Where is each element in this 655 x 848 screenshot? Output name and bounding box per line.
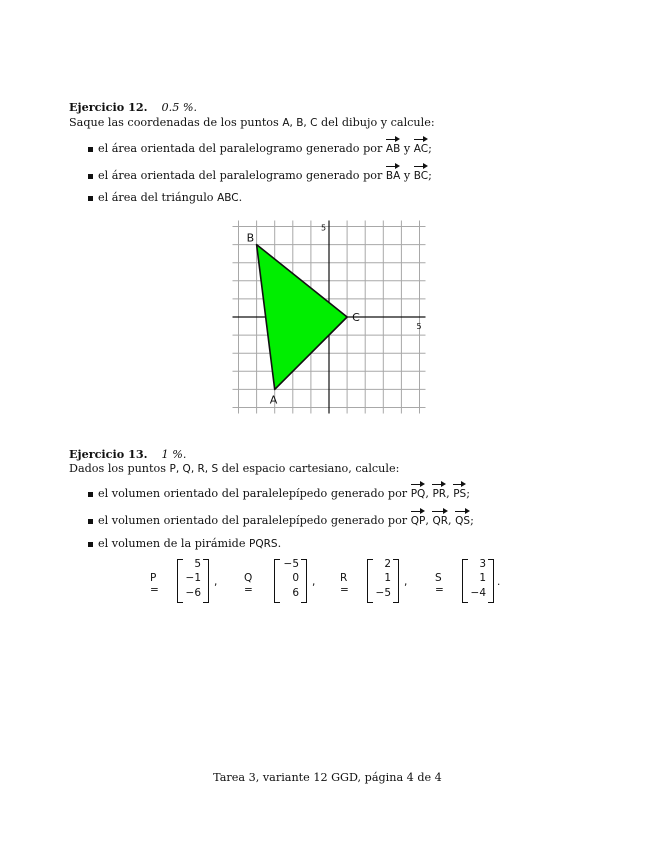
separator: , [448, 514, 456, 527]
item-connector: y [400, 169, 414, 182]
right-bracket [203, 559, 209, 603]
bullet-icon [88, 147, 93, 152]
exercise-12-item-2 [98, 169, 432, 183]
intro-points: P, Q, R, S [169, 463, 219, 475]
matrix-cell: −5 [375, 587, 391, 599]
bullet-icon [88, 174, 93, 179]
exercise-13-item-1 [98, 487, 470, 501]
intro-text: Saque las coordenadas de los puntos [69, 116, 283, 129]
item-text: el área orientada del paralelogramo generado por [98, 169, 386, 182]
x-tick-label: 5 [416, 322, 422, 331]
item-connector: y [400, 142, 414, 155]
vector-qs: QS [455, 515, 471, 527]
item-text: el volumen orientado del paralelepípedo generado por [98, 487, 411, 500]
bullet-icon [88, 519, 93, 524]
point-label-a: A [269, 393, 278, 407]
matrix-punct: , [404, 576, 408, 588]
separator: , [446, 487, 454, 500]
matrix-label: Q = [244, 572, 253, 596]
intro-text-end: del dibujo y calcule: [317, 116, 435, 129]
exercise-13-item-3 [98, 537, 281, 551]
matrix-punct: . [497, 576, 501, 588]
right-bracket [301, 559, 307, 603]
exercise-12-title: Ejercicio 12. [69, 100, 148, 114]
matrix-label: R = [340, 572, 349, 596]
vector-pq: PQ [410, 488, 426, 500]
right-bracket [488, 559, 494, 603]
matrix-cell: 1 [384, 572, 391, 584]
matrix-cell: 3 [479, 558, 486, 570]
vector-qr: QR [432, 515, 449, 527]
bullet-icon [88, 542, 93, 547]
vector-ac: AC [413, 143, 429, 155]
vector-bc: BC [413, 170, 429, 182]
intro-text-end: del espacio cartesiano, calcule: [218, 462, 400, 475]
point-label-b: B [246, 231, 255, 245]
item-end: ; [428, 169, 432, 182]
item-text: el volumen de la pirámide [98, 537, 250, 550]
bullet-icon [88, 196, 93, 201]
exercise-12-heading [69, 100, 197, 115]
triangle-label: ABC [217, 192, 239, 204]
vector-pr: PR [432, 488, 447, 500]
item-end: . [277, 537, 282, 550]
pyramid-label: PQRS [249, 538, 278, 550]
separator: , [425, 487, 433, 500]
exercise-13-title: Ejercicio 13. [69, 447, 148, 461]
matrix-cell: −5 [283, 558, 299, 570]
intro-points: A, B, C [282, 117, 318, 129]
matrix-cell: −6 [185, 587, 201, 599]
bullet-icon [88, 492, 93, 497]
item-end: ; [470, 514, 474, 527]
matrix-cell: 2 [384, 558, 391, 570]
exercise-13-percent: 1 %. [161, 448, 187, 461]
item-text: el volumen orientado del paralelepípedo generado por [98, 514, 411, 527]
exercise-12-intro [69, 116, 435, 130]
exercise-12-percent: 0.5 %. [161, 101, 198, 114]
matrix-cell: 6 [292, 587, 299, 599]
right-bracket [393, 559, 399, 603]
matrix-cell: 1 [479, 572, 486, 584]
exercise-12-item-1 [98, 142, 432, 156]
matrix-punct: , [312, 576, 316, 588]
vector-ba: BA [385, 170, 401, 182]
matrix-punct: , [214, 576, 218, 588]
item-end: . [238, 191, 243, 204]
item-text: el área orientada del paralelogramo generado por [98, 142, 386, 155]
separator: , [425, 514, 433, 527]
item-text: el área del triángulo [98, 191, 218, 204]
point-label-c: C [352, 311, 360, 324]
exercise-13-heading [69, 447, 186, 462]
vector-ps: PS [453, 488, 467, 500]
item-end: ; [466, 487, 470, 500]
vector-ab: AB [385, 143, 401, 155]
triangle-diagram [225, 215, 435, 415]
y-tick-label: 5 [321, 223, 327, 233]
vector-qp: QP [410, 515, 426, 527]
exercise-13-item-2 [98, 514, 474, 528]
exercise-12-item-3 [98, 191, 242, 205]
matrix-cell: −4 [470, 587, 486, 599]
exercise-13-intro [69, 462, 399, 476]
triangle-abc [257, 245, 348, 390]
matrix-label: S = [435, 572, 444, 596]
matrix-cell: 5 [194, 558, 201, 570]
matrix-cell: 0 [292, 572, 299, 584]
matrix-label: P = [150, 572, 159, 596]
intro-text: Dados los puntos [69, 462, 170, 475]
matrix-cell: −1 [185, 572, 201, 584]
page-footer: Tarea 3, variante 12 GGD, página 4 de 4 [213, 771, 442, 784]
item-end: ; [428, 142, 432, 155]
